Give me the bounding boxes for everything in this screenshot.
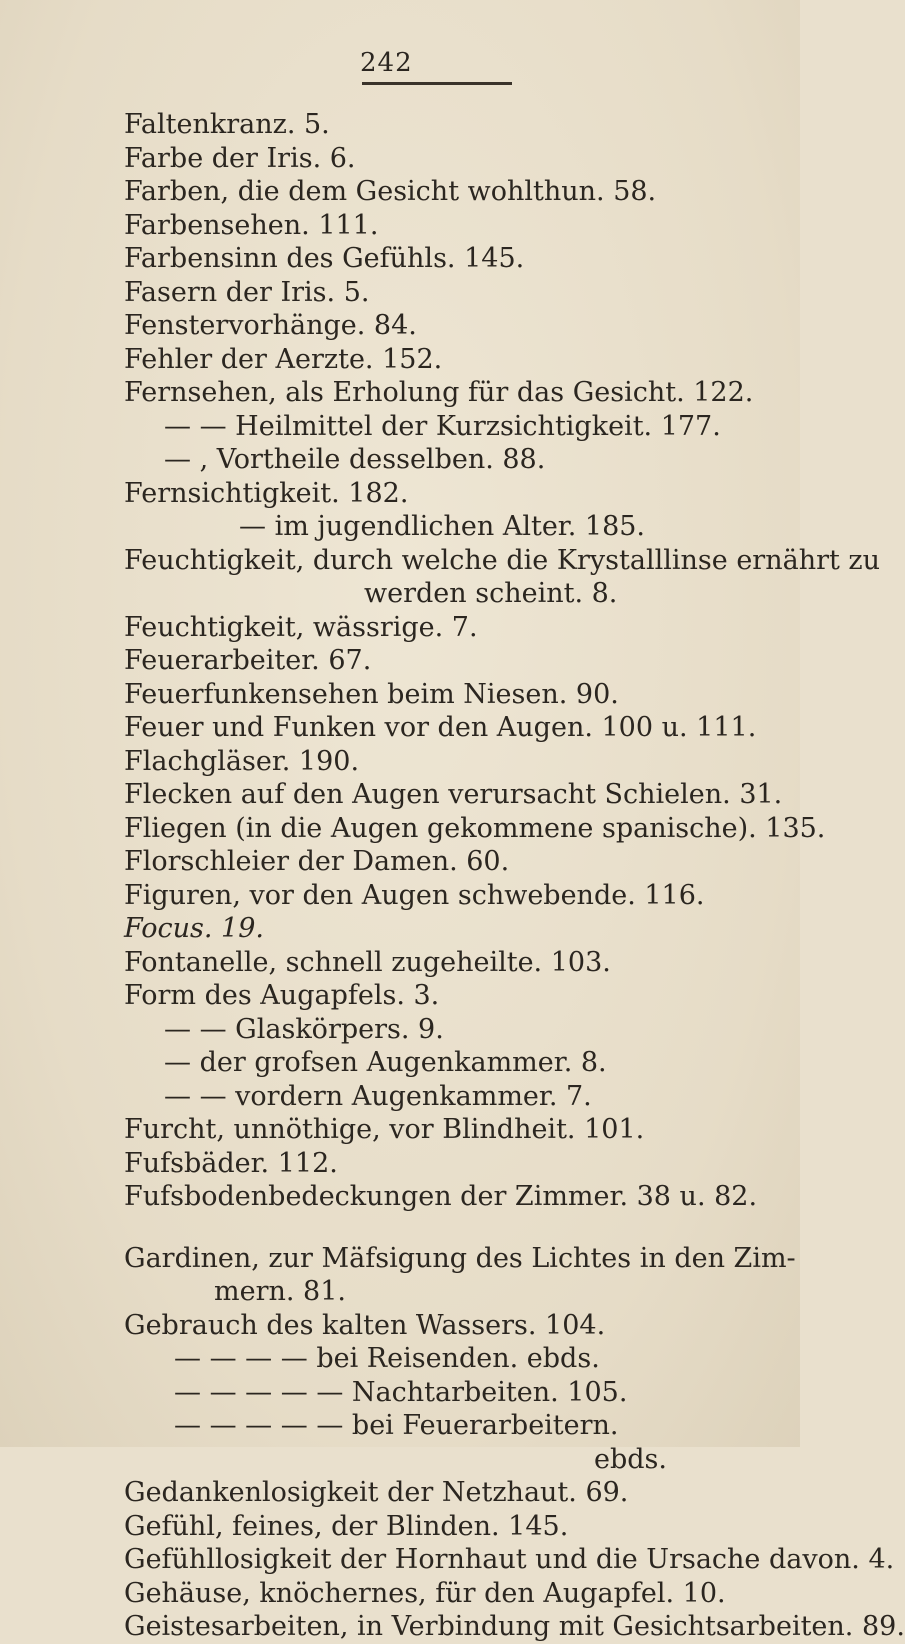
- header-rule: [362, 82, 512, 85]
- entries-f-section: [124, 108, 881, 1214]
- index-entry: Figuren, vor den Augen schwebende. 116.: [124, 879, 705, 911]
- index-subentry: — — vordern Augenkammer. 7.: [164, 1080, 592, 1112]
- index-entry: Flecken auf den Augen verursacht Schielen. 31.: [124, 779, 783, 810]
- index-entry: Flachgläser. 190.: [124, 745, 360, 777]
- index-entry: Farbensehen. 111.: [124, 209, 379, 241]
- index-entry: Farbensinn des Gefühls. 145.: [124, 243, 525, 274]
- index-entry: Farbe der Iris. 6.: [124, 142, 356, 174]
- index-subentry: — — Heilmittel der Kurzsichtigkeit. 177.: [164, 410, 721, 442]
- index-entry: Farben, die dem Gesicht wohlthun. 58.: [124, 176, 657, 207]
- entries-g-section: [124, 1242, 905, 1644]
- index-entry: Feuchtigkeit, durch welche die Krystalllinse ernährt zu: [124, 544, 881, 576]
- index-entry: Gefühl, feines, der Blinden. 145.: [124, 1510, 569, 1542]
- index-entry: Gefühllosigkeit der Hornhaut und die Ursache davon. 4.: [124, 1544, 895, 1575]
- index-entry: Fenstervorhänge. 84.: [124, 310, 417, 341]
- index-entry: Fernsehen, als Erholung für das Gesicht. 122.: [124, 377, 754, 408]
- index-entry: Fasern der Iris. 5.: [124, 276, 370, 308]
- index-entry: Gedankenlosigkeit der Netzhaut. 69.: [124, 1477, 629, 1508]
- section-gap: [124, 1214, 784, 1242]
- index-entry: Focus. 19.: [124, 913, 264, 944]
- index-entry: Fehler der Aerzte. 152.: [124, 343, 443, 375]
- index-entry: Faltenkranz. 5.: [124, 109, 330, 140]
- index-entry: Gehäuse, knöchernes, für den Augapfel. 10.: [124, 1577, 726, 1609]
- index-entry: Furcht, unnöthige, vor Blindheit. 101.: [124, 1114, 645, 1145]
- index-subentry: — der grofsen Augenkammer. 8.: [164, 1047, 607, 1078]
- index-entry: Fliegen (in die Augen gekommene spanische). 135.: [124, 812, 826, 844]
- index-entries: [124, 108, 905, 1644]
- index-entry: Form des Augapfels. 3.: [124, 980, 440, 1011]
- index-entry: Fontanelle, schnell zugeheilte. 103.: [124, 946, 611, 978]
- index-subentry: — — Glaskörpers. 9.: [164, 1013, 444, 1045]
- index-subentry: — — — — — bei Feuerarbeitern.: [174, 1410, 619, 1441]
- index-entry-continuation: mern. 81.: [214, 1276, 346, 1307]
- index-entry-continuation: werden scheint. 8.: [364, 578, 618, 609]
- index-entry: Feuchtigkeit, wässrige. 7.: [124, 611, 478, 643]
- index-entry: Fufsbodenbedeckungen der Zimmer. 38 u. 82.: [124, 1181, 758, 1212]
- index-subentry: — im jugendlichen Alter. 185.: [239, 511, 646, 542]
- index-entry: Fernsichtigkeit. 182.: [124, 477, 409, 509]
- index-entry: Gardinen, zur Mäfsigung des Lichtes in den Zim-: [124, 1242, 796, 1274]
- index-entry: Feuerfunkensehen beim Niesen. 90.: [124, 678, 619, 710]
- index-entry: Feuerarbeiter. 67.: [124, 645, 372, 676]
- index-entry: Geistesarbeiten, in Verbindung mit Gesichtsarbeiten. 89.: [124, 1611, 905, 1642]
- index-entry-continuation: ebds.: [594, 1443, 667, 1475]
- page-number: 242: [360, 48, 413, 78]
- index-entry: Florschleier der Damen. 60.: [124, 846, 510, 877]
- index-entry: Gebrauch des kalten Wassers. 104.: [124, 1309, 606, 1341]
- index-subentry: — , Vortheile desselben. 88.: [164, 444, 546, 475]
- index-subentry: — — — — — Nachtarbeiten. 105.: [174, 1376, 628, 1408]
- index-entry: Fufsbäder. 112.: [124, 1147, 338, 1179]
- index-entry: Feuer und Funken vor den Augen. 100 u. 111.: [124, 712, 757, 743]
- index-subentry: — — — — bei Reisenden. ebds.: [174, 1343, 600, 1374]
